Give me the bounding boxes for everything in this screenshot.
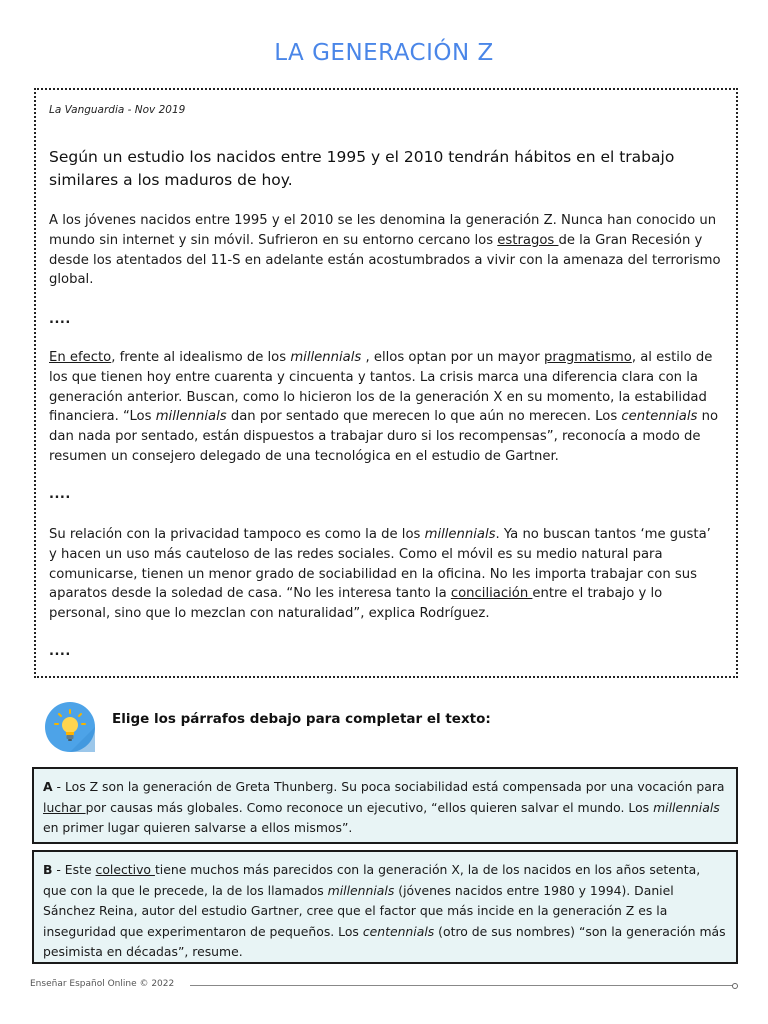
- vocab-estragos: estragos: [497, 232, 559, 248]
- footer-divider-end: [732, 983, 738, 989]
- vocab-conciliacion: conciliación: [450, 586, 533, 602]
- footer-copyright: Enseñar Español Online © 2022: [30, 979, 175, 989]
- vocab-pragmatismo: pragmatismo: [544, 350, 632, 365]
- vocab-colectivo: colectivo: [95, 862, 155, 877]
- option-b-box[interactable]: B - Este colectivo tiene muchos más parecidos con la generación X, la de los nacidos en los años setenta, que con la que le precede, la de los llamados millennials (jóvenes nacidos entre 1980 y 1994). Daniel Sánchez Reina, autor del estudio Gartner, cree que el factor que más incide en la generación Z es la inseguridad que experimentaron de pequeños. Los centennials (otro de sus nombres) “son la generación más pesimista en décadas”, resume.: [32, 850, 738, 964]
- ellipsis-2: ....: [49, 487, 71, 502]
- paragraph-1: A los jóvenes nacidos entre 1995 y el 2010 se les denomina la generación Z. Nunca han conocido un mundo sin internet y sin móvil. Sufrieron en su entorno cercano los estragos de la Gran Recesión y desde los atentados del 11-S en adelante están acostumbrados a vivir con la amenaza del terrorismo global.: [49, 213, 721, 288]
- footer-divider: [190, 985, 734, 986]
- option-letter: B: [43, 862, 53, 877]
- ellipsis-1: ....: [49, 312, 71, 327]
- paragraph-3: Su relación con la privacidad tampoco es como la de los millennials. Ya no buscan tantos ‘me gusta’ y hacen un uso más cauteloso de las redes sociales. Como el móvil es su medio natural para comunicarse, tienen un menor grado de sociabilidad en la oficina. No les importa trabajar con sus aparatos desde la soledad de casa. “No les interesa tanto la conciliación entre el trabajo y lo personal, sino que lo mezclan con naturalidad”, explica Rodríguez.: [49, 527, 711, 622]
- vocab-luchar: luchar: [43, 799, 86, 815]
- article-lead: Según un estudio los nacidos entre 1995 y el 2010 tendrán hábitos en el trabajo similares a los maduros de hoy.: [49, 148, 675, 189]
- option-a-box[interactable]: A - Los Z son la generación de Greta Thunberg. Su poca sociabilidad está compensada por una vocación para luchar por causas más globales. Como reconoce un ejecutivo, “ellos quieren salvar el mundo. Los millennials en primer lugar quieren salvarse a ellos mismos”.: [32, 767, 738, 844]
- option-letter: A: [43, 779, 53, 794]
- article-source: La Vanguardia - Nov 2019: [49, 104, 186, 116]
- paragraph-2: En efecto, frente al idealismo de los millennials , ellos optan por un mayor pragmatismo, al estilo de los que tienen hoy entre cuarenta y cincuenta y tantos. La crisis marca una diferencia clara con la generación anterior. Buscan, como lo hicieron los de la generación X en su momento, la estabilidad financiera. “Los millennials dan por sentado que merecen lo que aún no merecen. Los centennials no dan nada por sentado, están dispuestos a trabajar duro si los recompensas”, reconocía a modo de resumen un consejero delegado de una tecnológica en el estudio de Gartner.: [49, 350, 719, 464]
- lightbulb-icon: [45, 702, 95, 752]
- instruction-text: Elige los párrafos debajo para completar el texto:: [112, 711, 491, 727]
- page-title: LA GENERACIÓN Z: [274, 40, 494, 66]
- ellipsis-3: ....: [49, 644, 71, 659]
- vocab-en-efecto: En efecto: [49, 350, 112, 365]
